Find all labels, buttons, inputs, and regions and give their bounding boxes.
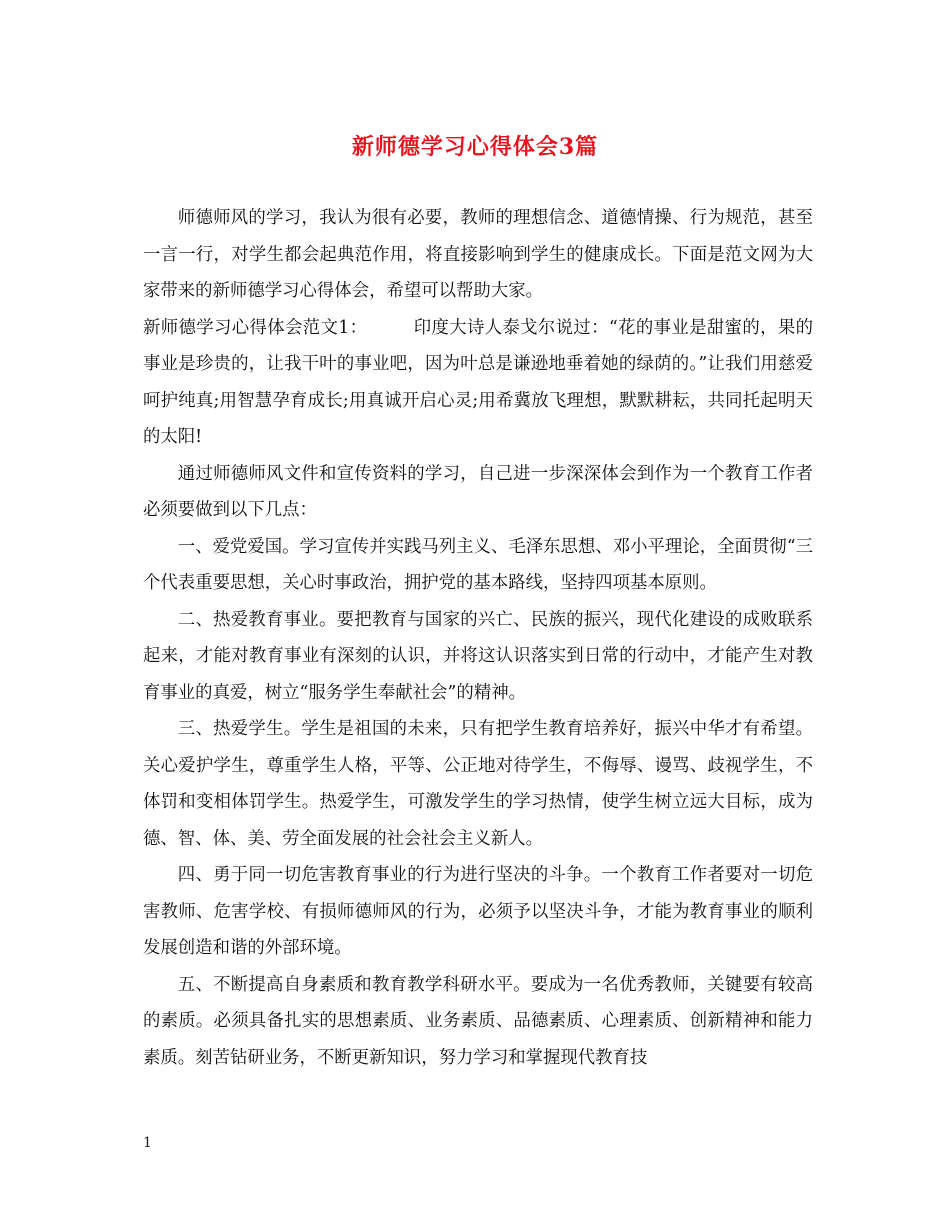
paragraph-sample-1 bbox=[143, 310, 813, 456]
paragraph-point-3: 三、热爱学生。学生是祖国的未来，只有把学生教育培养好，振兴中华才有希望。关心爱护学生，尊重学生人格，平等、公正地对待学生，不侮辱、谩骂、歧视学生，不体罚和变相体罚学生。热爱学生，可激发学生的学习热情，使学生树立远大目标，成为德、智、体、美、劳全面发展的社会社会主义新人。 bbox=[143, 719, 813, 849]
paragraph-learning: 通过师德师风文件和宣传资料的学习，自己进一步深深体会到作为一个教育工作者必须要做到以下几点： bbox=[143, 463, 813, 520]
paragraph-point-4: 四、勇于同一切危害教育事业的行为进行坚决的斗争。一个教育工作者要对一切危害教师、危害学校、有损师德师风的行为，必须予以坚决斗争，才能为教育事业的顺利发展创造和谐的外部环境。 bbox=[143, 865, 813, 958]
document-body bbox=[143, 200, 813, 1076]
page-number: 1 bbox=[143, 1135, 152, 1151]
sample-label: 新师德学习心得体会范文1： bbox=[143, 317, 368, 338]
paragraph-point-1: 一、爱党爱国。学习宣传并实践马列主义、毛泽东思想、邓小平理论，全面贯彻“三个代表重要思想，关心时事政治，拥护党的基本路线，坚持四项基本原则。 bbox=[143, 536, 813, 593]
paragraph-point-2: 二、热爱教育事业。要把教育与国家的兴亡、民族的振兴，现代化建设的成败联系起来，才能对教育事业有深刻的认识，并将这认识落实到日常的行动中，才能产生对教育事业的真爱，树立“服务学生奉献社会”的精神。 bbox=[143, 609, 813, 703]
document-title: 新师德学习心得体会3篇 bbox=[351, 134, 599, 160]
paragraph-intro: 师德师风的学习，我认为很有必要，教师的理想信念、道德情操、行为规范，甚至一言一行，对学生都会起典范作用，将直接影响到学生的健康成长。下面是范文网为大家带来的新师德学习心得体会，希望可以帮助大家。 bbox=[143, 208, 813, 301]
paragraph-point-5: 五、不断提高自身素质和教育教学科研水平。要成为一名优秀教师，关键要有较高的素质。必须具备扎实的思想素质、业务素质、品德素质、心理素质、创新精神和能力素质。刻苦钻研业务，不断更新知识，努力学习和掌握现代教育技 bbox=[143, 974, 813, 1068]
sample-text: 印度大诗人泰戈尔说过：“花的事业是甜蜜的，果的事业是珍贵的，让我干叶的事业吧，因为叶总是谦逊地垂着她的绿荫的。”让我们用慈爱呵护纯真;用智慧孕育成长;用真诚开启心灵;用希冀放飞理想，默默耕耘，共同托起明天的太阳! bbox=[143, 317, 813, 447]
